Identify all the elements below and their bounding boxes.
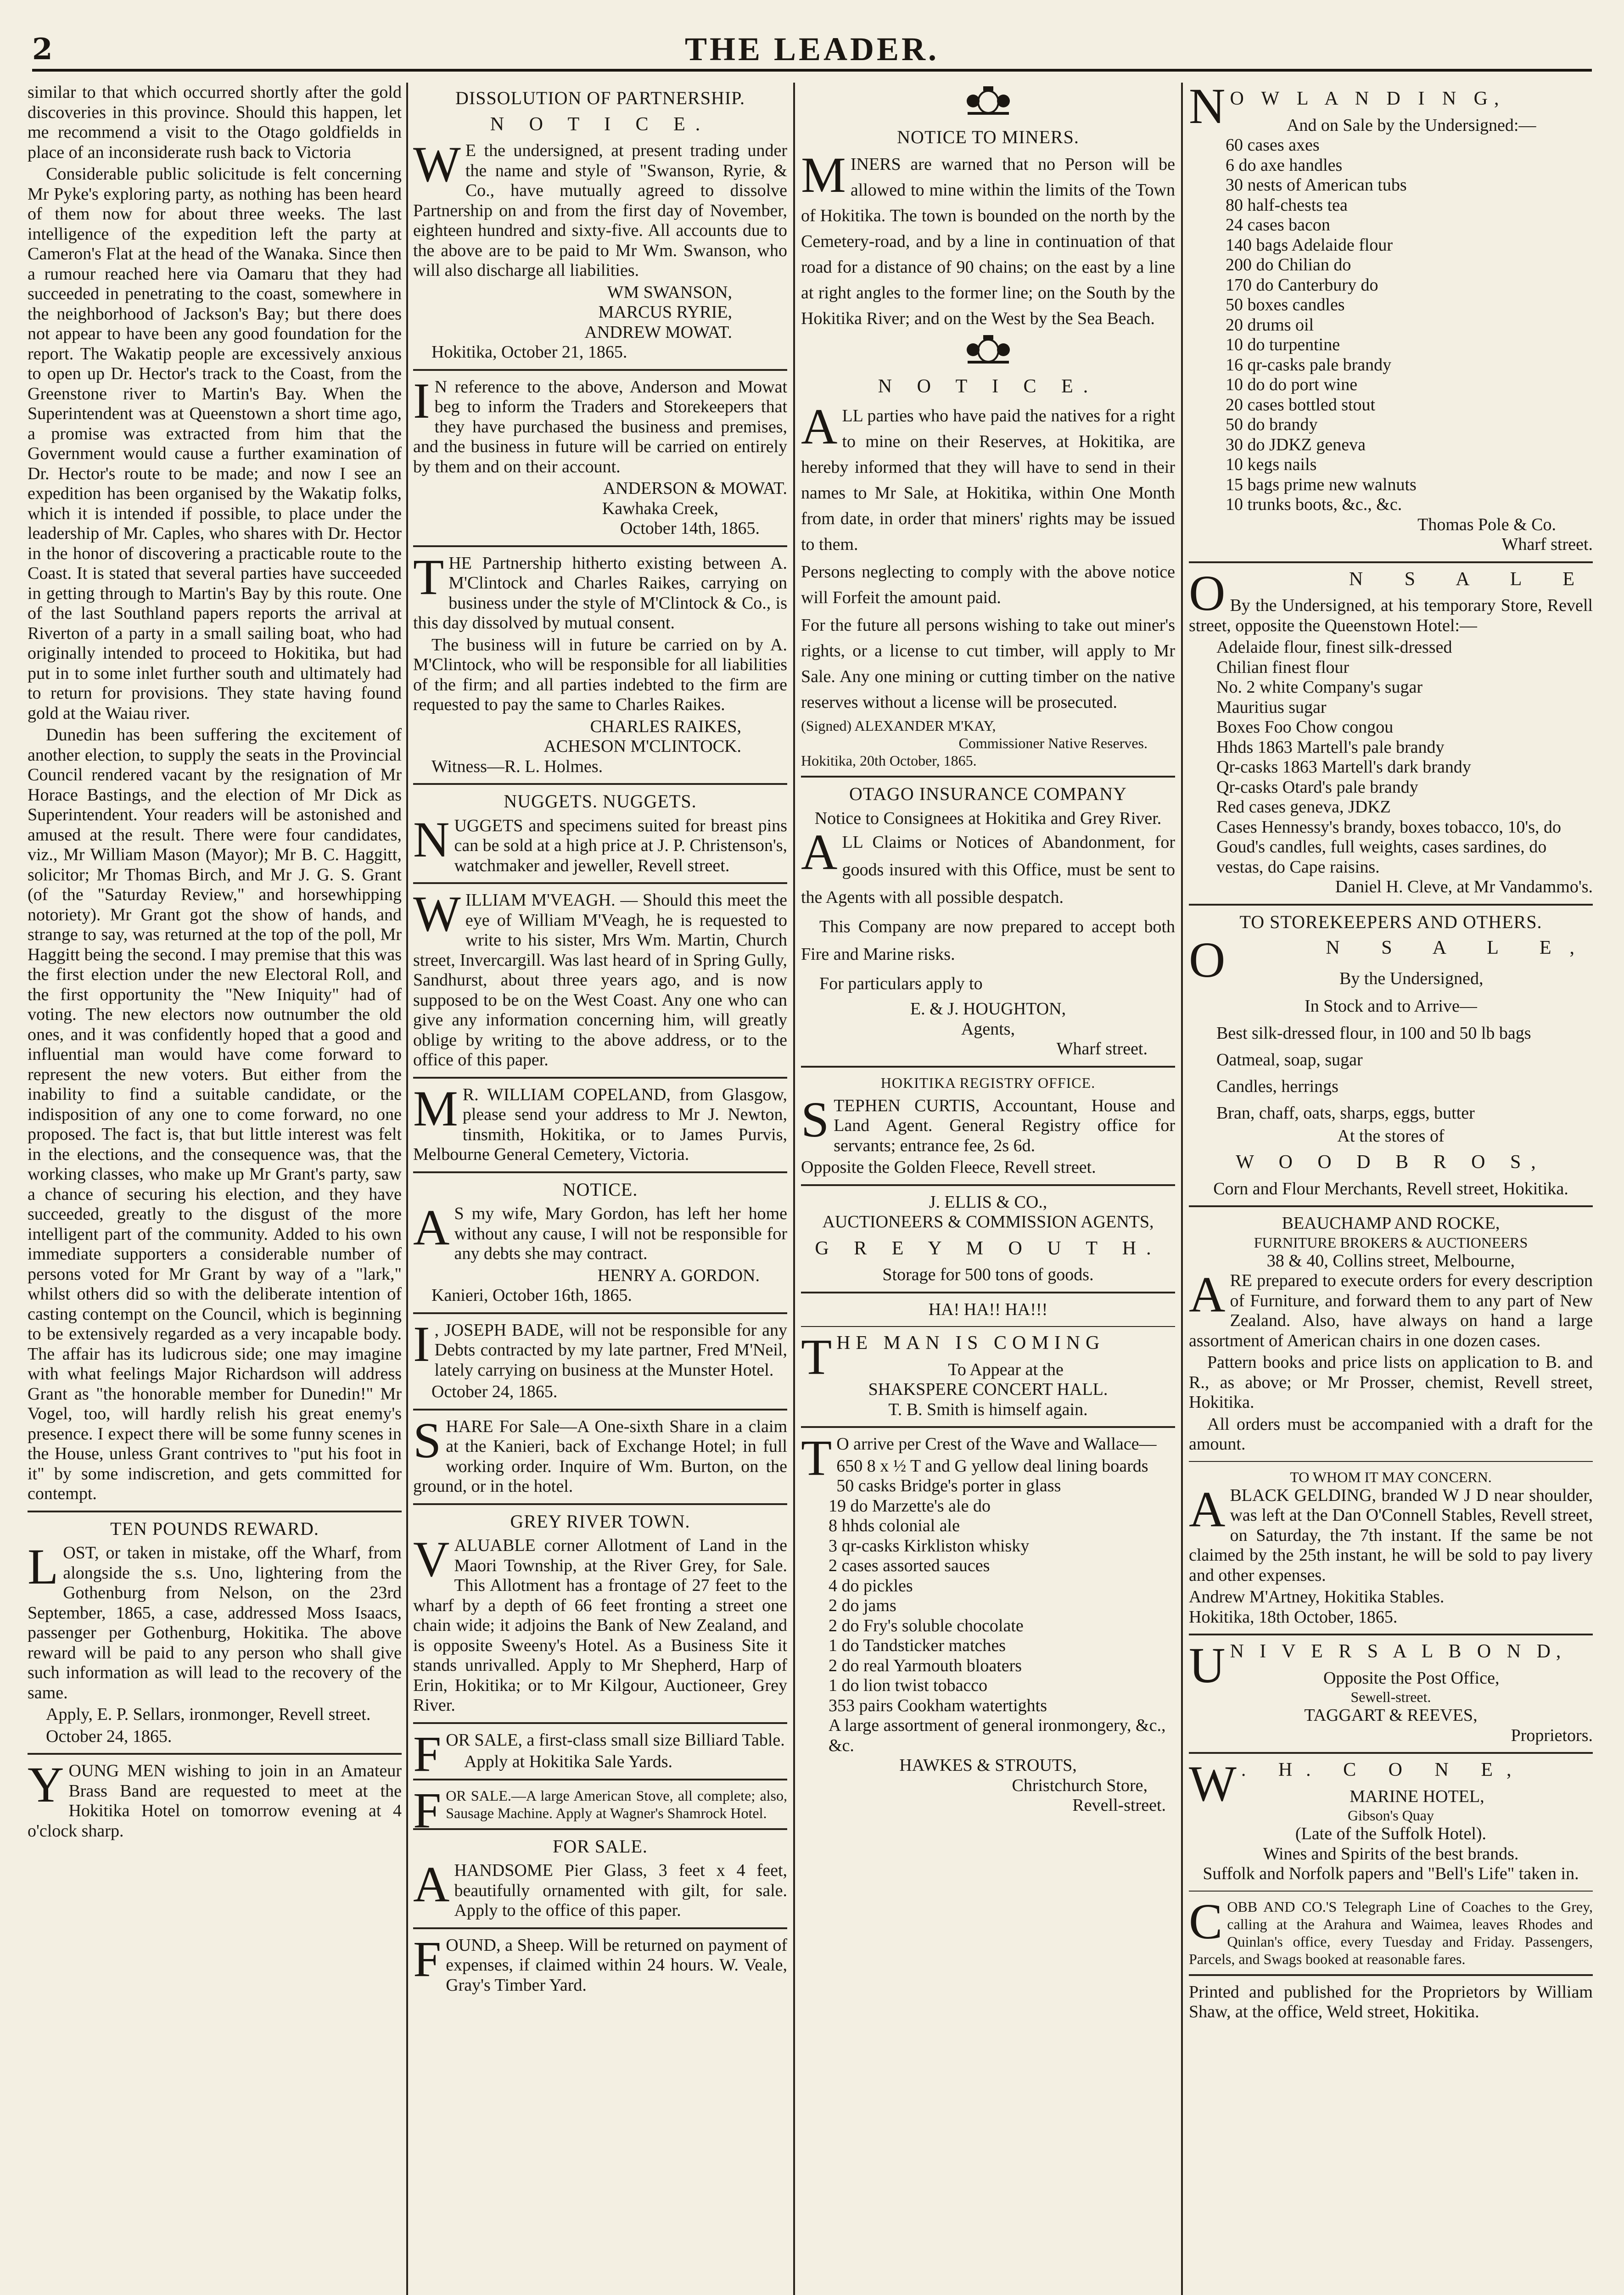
dissolution-date: Hokitika, October 21, 1865. bbox=[431, 342, 627, 362]
onsale2-list bbox=[1189, 1020, 1593, 1126]
column-4 bbox=[1189, 83, 1593, 2295]
column-rule bbox=[406, 83, 408, 2295]
reward-apply: Apply, E. P. Sellars, ironmonger, Revell street. bbox=[46, 1705, 371, 1724]
column-1 bbox=[28, 83, 402, 2295]
column-2 bbox=[413, 83, 787, 2295]
beauchamp-body-2: Pattern books and price lists on application to B. and R., as above; or Mr Prosser, chemist, Revell street, Hokitika. bbox=[1189, 1353, 1593, 1412]
universal-street: Sewell-street. bbox=[1350, 1689, 1431, 1705]
list-item: 8 hhds colonial ale bbox=[829, 1516, 960, 1535]
divider bbox=[1189, 1891, 1593, 1892]
kawhaka-place: Kawhaka Creek, bbox=[602, 498, 718, 518]
drop-cap: S bbox=[413, 1412, 442, 1468]
drop-cap: A bbox=[801, 824, 838, 880]
divider bbox=[413, 1779, 787, 1780]
list-item: 170 do Canterbury do bbox=[1226, 275, 1378, 295]
otago-heading: OTAGO INSURANCE COMPANY bbox=[849, 784, 1127, 804]
otago-apply: For particulars apply to bbox=[819, 974, 983, 993]
article-paragraph: Considerable public solicitude is felt concerning Mr Pyke's exploring party, as nothing has been heard of them now for about three weeks. The last intelligence of the expedition left the party at Cameron's Flat at the head of the Wanaka. Since then a rumour reached here via Oamaru that they had succeeded in penetrating to the coast, somewhere in the neighborhood of Jackson's Bay; but there does not appear to have been any good foundation for the report. The Wakatip people are excessively anxious to open up Dr. Hector's track to the Coast, from the Greenstone river to Martin's Bay. When the Superintendent was at Queenstown a short time ago, a promise was extracted from him that the Government would cause a further examination of Dr. Hector's route to be made; and now I see an expedition has been organised by the Wakatip folks, which it is intended if possible, to place under the leadership of Mr. Caples, who shares with Dr. Hector in the honor of discovering a practicable route to the Coast. It is stated that several parties have succeeded in getting through to Martin's Bay by this route. One of the last Southland papers reports the arrival at Riverton of a party in a small sailing boat, who had originally intended to proceed to Hokitika, but had put in to some inlet further south and ultimately had to return for provisions. They state having found gold at the Waiau river. bbox=[28, 164, 402, 723]
list-item: 2 do Fry's soluble chocolate bbox=[829, 1616, 1024, 1635]
list-item: 10 kegs nails bbox=[1226, 455, 1317, 474]
divider bbox=[413, 1312, 787, 1314]
bade-date: October 24, 1865. bbox=[431, 1382, 558, 1401]
list-item: Hhds 1863 Martell's pale brandy bbox=[1216, 737, 1445, 757]
column-rule bbox=[793, 83, 795, 2295]
column-rule bbox=[1181, 83, 1183, 2295]
list-item: Red cases geneva, JDKZ bbox=[1216, 797, 1391, 817]
landing-list bbox=[1189, 135, 1593, 515]
drop-cap: F bbox=[413, 1782, 442, 1838]
list-item: 20 cases bottled stout bbox=[1226, 395, 1376, 414]
beauchamp-body: RE prepared to execute orders for every description of Furniture, and forward them to any part of New Zealand. Also, have always on hand a large assortment of American chairs in one dozen cases. bbox=[1189, 1271, 1593, 1350]
hawkes-street: Revell-street. bbox=[1072, 1796, 1166, 1815]
hawkes: HAWKES & STROUTS, bbox=[899, 1756, 1077, 1775]
gelding-body: BLACK GELDING, branded W J D near shoulder, was left at the Dan O'Connell Stables, Revell street, on Saturday, the 7th instant. If the same be not claimed by the 25th instant, he will be sold to pay livery and other expenses. bbox=[1189, 1485, 1593, 1585]
list-item: 10 trunks boots, &c., &c. bbox=[1226, 495, 1402, 514]
divider bbox=[413, 1171, 787, 1173]
drop-cap: Y bbox=[28, 1757, 64, 1813]
page-number: 2 bbox=[32, 32, 53, 67]
drop-cap: L bbox=[28, 1539, 59, 1595]
suffolk-hotel: (Late of the Suffolk Hotel). bbox=[1295, 1824, 1487, 1843]
otago-sub: Notice to Consignees at Hokitika and Grey River. bbox=[814, 808, 1162, 828]
miners-body: INERS are warned that no Person will be allowed to mine within the limits of the Town of Hokitika. The town is bounded on the north by the Cemetery-road, and by a line in continuation of that road for a distance of 90 chains; on the east by a line at right angles to the former line; on the South by the Hokitika River; and on the West by the Sea Beach. bbox=[801, 155, 1175, 328]
arrive-list bbox=[801, 1456, 1175, 1756]
drop-cap: A bbox=[413, 1199, 450, 1255]
list-item: 50 do brandy bbox=[1226, 415, 1318, 434]
otago-agents-2: Agents, bbox=[961, 1019, 1015, 1039]
ha-heading: HA! HA!! HA!!! bbox=[928, 1299, 1048, 1319]
ellis-storage: Storage for 500 tons of goods. bbox=[882, 1265, 1094, 1284]
list-item: 80 half-chests tea bbox=[1226, 195, 1348, 215]
drop-cap: A bbox=[1189, 1266, 1226, 1322]
wines: Wines and Spirits of the best brands. bbox=[1263, 1844, 1519, 1864]
list-item: Qr-casks Otard's pale brandy bbox=[1216, 777, 1418, 797]
divider bbox=[413, 1409, 787, 1411]
drop-cap: I bbox=[413, 372, 430, 429]
reward-advert bbox=[28, 1539, 402, 1746]
list-item: 15 bags prime new walnuts bbox=[1226, 475, 1417, 494]
drop-cap: S bbox=[801, 1091, 829, 1148]
list-item: A large assortment of general ironmongery, &c., &c. bbox=[829, 1716, 1166, 1755]
list-item: 140 bags Adelaide flour bbox=[1226, 235, 1393, 255]
list-item: Bran, chaff, oats, sharps, eggs, butter bbox=[1216, 1103, 1475, 1123]
hawkes-store: Christchurch Store, bbox=[1012, 1775, 1148, 1795]
pole-street: Wharf street. bbox=[1501, 535, 1593, 554]
signer: ACHESON M'CLINTOCK. bbox=[543, 737, 741, 756]
divider bbox=[1189, 561, 1593, 563]
billiard-body: OR SALE, a first-class small size Billiard Table. bbox=[446, 1730, 785, 1750]
natives-date: Hokitika, 20th October, 1865. bbox=[801, 752, 977, 769]
ellis-sub: AUCTIONEERS & COMMISSION AGENTS, bbox=[822, 1212, 1154, 1231]
nuggets-body: UGGETS and specimens suited for breast pins can be sold at a high price at J. P. Christenson's, watchmaker and jeweller, Revell street. bbox=[454, 816, 787, 875]
drop-cap: I bbox=[413, 1315, 430, 1372]
divider bbox=[28, 1511, 402, 1512]
wood-desc: Corn and Flour Merchants, Revell street, Hokitika. bbox=[1213, 1179, 1568, 1198]
cleve-sign: Daniel H. Cleve, at Mr Vandammo's. bbox=[1335, 877, 1593, 896]
band-body: OUNG MEN wishing to join in an Amateur Brass Band are requested to meet at the Hokitika Hotel on tomorrow evening at 4 o'clock sharp. bbox=[28, 1761, 402, 1841]
onsale2-stock: In Stock and to Arrive— bbox=[1305, 996, 1477, 1016]
natives-body: LL parties who have paid the natives for a right to mine on their Reserves, at Hokitika, are hereby informed that they will have to send in their names to Mr Sale, at Hokitika, within One Month from date, in order that miners' rights may be issued to them. bbox=[801, 406, 1175, 554]
mveagh-body: ILLIAM M'VEAGH. — Should this meet the eye of William M'Veagh, he is requested to write to his sister, Mrs Wm. Martin, Church street, Invercargill. Was last heard of in Spring Gully, Sandhurst, about three years ago, and is now supposed to be on the West Coast. Any one who can give any information concerning him, will greatly oblige by writing to the above address, or to the office of this paper. bbox=[413, 890, 787, 1069]
pole-sign: Thomas Pole & Co. bbox=[1417, 515, 1556, 534]
gelding-date: Hokitika, 18th October, 1865. bbox=[1189, 1607, 1398, 1627]
divider bbox=[1189, 904, 1593, 906]
landing-heading: O W L A N D I N G, bbox=[1230, 88, 1506, 109]
divider bbox=[413, 1927, 787, 1929]
nuggets-heading: NUGGETS. NUGGETS. bbox=[504, 791, 697, 812]
drop-cap: U bbox=[1189, 1637, 1226, 1693]
list-item: 10 do do port wine bbox=[1226, 375, 1358, 394]
dissolution-heading: DISSOLUTION OF PARTNERSHIP. bbox=[455, 88, 745, 108]
drop-cap: A bbox=[801, 398, 838, 454]
royal-crest-icon bbox=[801, 84, 1175, 122]
list-item: 1 do Tandsticker matches bbox=[829, 1636, 1006, 1655]
sheep-body: OUND, a Sheep. Will be returned on payment of expenses, if claimed within 24 hours. W. Veale, Gray's Timber Yard. bbox=[446, 1935, 787, 1995]
papers: Suffolk and Norfolk papers and "Bell's Life" taken in. bbox=[1203, 1864, 1579, 1883]
cobb-body: OBB AND CO.'S Telegraph Line of Coaches to the Grey, calling at the Arahura and Waimea, leaves Rhodes and Quinlan's office, every Tuesday and Friday. Passengers, Parcels, and Swags booked at reasonable fares. bbox=[1189, 1898, 1593, 1967]
signers bbox=[413, 283, 787, 343]
wood-bros: W O O D B R O S, bbox=[1236, 1152, 1546, 1173]
divider bbox=[1189, 1974, 1593, 1976]
list-item: 60 cases axes bbox=[1226, 135, 1320, 155]
list-item: Mauritius sugar bbox=[1216, 697, 1327, 717]
billiard-apply: Apply at Hokitika Sale Yards. bbox=[464, 1752, 673, 1771]
drop-cap: C bbox=[1189, 1893, 1223, 1949]
divider bbox=[28, 1753, 402, 1755]
landing-sub: And on Sale by the Undersigned:— bbox=[1286, 115, 1536, 135]
beauchamp-sub: FURNITURE BROKERS & AUCTIONEERS bbox=[1254, 1234, 1528, 1251]
list-item: 16 qr-casks pale brandy bbox=[1226, 355, 1392, 375]
divider bbox=[801, 776, 1175, 778]
list-item: 24 cases bacon bbox=[1226, 215, 1330, 235]
natives-role: Commissioner Native Reserves. bbox=[958, 735, 1148, 751]
newspaper-title: THE LEADER. bbox=[684, 31, 940, 67]
drop-cap: O bbox=[1189, 565, 1226, 621]
divider bbox=[413, 545, 787, 547]
divider bbox=[1189, 1205, 1593, 1207]
list-item: No. 2 white Company's sugar bbox=[1216, 677, 1423, 697]
gordon-date: Kanieri, October 16th, 1865. bbox=[431, 1286, 632, 1305]
masthead bbox=[32, 28, 1592, 72]
signer: MARCUS RYRIE, bbox=[598, 302, 732, 322]
imprint: Printed and published for the Proprietors by William Shaw, at the office, Weld street, Hokitika. bbox=[1189, 1982, 1593, 2021]
grey-heading: GREY RIVER TOWN. bbox=[510, 1511, 690, 1532]
copeland-body: R. WILLIAM COPELAND, from Glasgow, please send your address to Mr J. Newton, tinsmith, Hokitika, or to James Purvis, Melbourne General Cemetery, Victoria. bbox=[413, 1085, 787, 1164]
divider bbox=[413, 882, 787, 884]
list-item: 3 qr-casks Kirkliston whisky bbox=[829, 1536, 1030, 1556]
partnership-body: HE Partnership hitherto existing between A. M'Clintock and Charles Raikes, carrying on business under the style of M'Clintock & Co., is this day dissolved by mutual consent. bbox=[413, 553, 787, 633]
reward-date: October 24, 1865. bbox=[46, 1726, 172, 1746]
concern-heading: TO WHOM IT MAY CONCERN. bbox=[1290, 1468, 1492, 1485]
list-item: 1 do lion twist tobacco bbox=[829, 1676, 988, 1695]
article-paragraph: similar to that which occurred shortly after the gold discoveries in this province. Should this happen, let me recommend a visit to the Otago goldfields in place of an inconsiderate rush back to Victoria bbox=[28, 83, 402, 162]
registry-heading: HOKITIKA REGISTRY OFFICE. bbox=[880, 1074, 1096, 1091]
list-item: Cases Hennessy's brandy, boxes tobacco, 10's, do Goud's candles, full weights, cases sardines, do vestas, do Cape raisins. bbox=[1216, 817, 1562, 877]
drop-cap: F bbox=[413, 1725, 442, 1782]
divider bbox=[413, 783, 787, 785]
gibson-quay: Gibson's Quay bbox=[1348, 1807, 1434, 1824]
man-sub: To Appear at the bbox=[948, 1360, 1064, 1379]
list-item: 2 cases assorted sauces bbox=[829, 1556, 990, 1575]
notice-heading: N O T I C E. bbox=[490, 113, 711, 135]
onsale2-heading: N S A L E, bbox=[1326, 937, 1593, 958]
divider bbox=[1189, 1752, 1593, 1754]
list-item: Best silk-dressed flour, in 100 and 50 lb bags bbox=[1216, 1023, 1531, 1043]
cone-heading: . H. C O N E, bbox=[1241, 1759, 1525, 1780]
list-item: Boxes Foo Chow congou bbox=[1216, 717, 1394, 737]
reward-heading: TEN POUNDS REWARD. bbox=[110, 1518, 319, 1539]
royal-crest-icon bbox=[801, 333, 1175, 370]
list-item: Adelaide flour, finest silk-dressed bbox=[1216, 638, 1452, 657]
beauchamp-body-3: All orders must be accompanied with a draft for the amount. bbox=[1189, 1414, 1593, 1454]
natives-sign: (Signed) ALEXANDER M'KAY, bbox=[801, 717, 996, 734]
man-heading: HE MAN IS COMING bbox=[836, 1332, 1105, 1354]
divider bbox=[1189, 1461, 1593, 1462]
onsale2-at: At the stores of bbox=[1337, 1126, 1445, 1146]
natives-body-2: Persons neglecting to comply with the above notice will Forfeit the amount paid. bbox=[801, 562, 1175, 607]
gordon-body: S my wife, Mary Gordon, has left her home without any cause, I will not be responsible for any debts she may contract. bbox=[454, 1204, 787, 1263]
ellis-heading: J. ELLIS & CO., bbox=[929, 1192, 1047, 1212]
drop-cap: A bbox=[1189, 1481, 1226, 1537]
ellis-town: G R E Y M O U T H. bbox=[815, 1237, 1161, 1259]
list-item: 20 drums oil bbox=[1226, 315, 1314, 335]
list-item: Candles, herrings bbox=[1216, 1076, 1338, 1096]
natives-body-3: For the future all persons wishing to take out miner's rights, or a license to cut timber, will apply to Mr Sale. Any one mining or cutting timber on the native reserves without a license will be prosecuted. bbox=[801, 616, 1175, 712]
divider bbox=[801, 1326, 1175, 1327]
universal-heading: N I V E R S A L B O N D, bbox=[1230, 1641, 1567, 1662]
divider bbox=[413, 1722, 787, 1724]
drop-cap: W bbox=[413, 136, 461, 192]
anderson-sign: ANDERSON & MOWAT. bbox=[603, 479, 787, 498]
notice-heading-2: NOTICE. bbox=[562, 1179, 638, 1200]
signer: ANDREW MOWAT. bbox=[584, 322, 732, 342]
miners-heading: NOTICE TO MINERS. bbox=[897, 126, 1079, 147]
list-item: 353 pairs Cookham watertights bbox=[829, 1696, 1047, 1715]
drop-cap: N bbox=[1189, 83, 1226, 134]
gordon-sign: HENRY A. GORDON. bbox=[597, 1265, 760, 1285]
list-item: 2 do jams bbox=[829, 1596, 896, 1615]
universal-sub: Opposite the Post Office, bbox=[1323, 1668, 1500, 1688]
drop-cap: N bbox=[413, 811, 450, 868]
divider bbox=[413, 1828, 787, 1830]
dissolution-body: E the undersigned, at present trading under the name and style of "Swanson, Ryrie, & Co., have mutually agreed to dissolve Partnership on and from the first day of November, eighteen hundred and sixty-five. All accounts due to the above are to be paid to Mr Wm. Swanson, who will also discharge all liabilities. bbox=[413, 141, 787, 280]
onsale2-sub: By the Undersigned, bbox=[1339, 968, 1484, 988]
gelding-sign: Andrew M'Artney, Hokitika Stables. bbox=[1189, 1587, 1445, 1606]
drop-cap: A bbox=[413, 1856, 450, 1912]
drop-cap: M bbox=[413, 1080, 458, 1136]
list-item: 19 do Marzette's ale do bbox=[829, 1496, 991, 1516]
registry-address: Opposite the Golden Fleece, Revell street. bbox=[801, 1158, 1096, 1177]
taggart: TAGGART & REEVES, bbox=[1304, 1706, 1478, 1725]
onsale-heading: N S A L E bbox=[1349, 568, 1593, 590]
article-paragraph: Dunedin has been suffering the excitement of another election, to supply the seats in the Provincial Council rendered vacant by the resignation of Mr Horace Bastings, and the election of Mr Dick as Superintendent. Your readers will be astonished and amused at the result. There were four candidates, viz., Mr William Mason (Mayor); Mr B. C. Haggitt, solicitor; Mr Thomas Birch, and Mr J. G. S. Grant (of the "Saturday Review," and horsewhipping notoriety). Mr Grant got the show of hands, and strange to say, was returned at the top of the poll, Mr Haggitt being the second. I may premise that this was the first election under the new Electoral Roll, and the first opportunity the "New Iniquity" had of voting. The new electors now outnumber the old ones, and it was confidently hoped that a good and influential man would have come forward to represent the new voters. But either from the inability to find a suitable candidate, or the indisposition of any one to come forward, no one proposed. The fact is, that but little interest was felt in the elections, and the consequence was, that the working classes, who make up Mr Grant's party, saw a chance of securing his election, and they have succeeded, greatly to the disgust of the more intelligent part of the community. Added to his own immediate supporters a considerable number of persons voted for Mr Grant by way of a "lark," whilst others did so with the deliberate intention of casting contempt on the Council, which is beginning to be extensively regarded as a very incapable body. The affair has its ludicrous side; one may imagine with what feelings Major Richardson will address Grant as "the honorable member for Dunedin!" Mr Vogel, too, will hardly relish his great enemy's presence. I expect there will be some funny scenes in the House, unless Grant contrives to "put his foot in it" by some indiscretion, and gets committed for contempt. bbox=[28, 725, 402, 1503]
drop-cap: M bbox=[801, 147, 846, 203]
drop-cap: O bbox=[1189, 932, 1226, 988]
drop-cap: W bbox=[413, 886, 461, 942]
column-3 bbox=[801, 83, 1175, 2295]
anderson-body: N reference to the above, Anderson and Mowat beg to inform the Traders and Storekeepers that they have purchased the business and premises, and the business in future will be carried on entirely by them and on their account. bbox=[413, 377, 787, 476]
list-item: 50 casks Bridge's porter in glass bbox=[836, 1476, 1061, 1495]
otago-body-2: This Company are now prepared to accept both Fire and Marine risks. bbox=[801, 917, 1175, 964]
notice-heading: N O T I C E. bbox=[878, 375, 1098, 397]
divider bbox=[1189, 1634, 1593, 1635]
list-item: 50 boxes candles bbox=[1226, 295, 1345, 314]
divider bbox=[413, 369, 787, 371]
marine-hotel: MARINE HOTEL, bbox=[1350, 1786, 1484, 1806]
divider bbox=[801, 1066, 1175, 1068]
reward-body: OST, or taken in mistake, off the Wharf, from alongside the s.s. Uno, lightering from the Gothenburg from Nelson, on the 23rd September, 1865, a case, addressed Moss Isaacs, passenger per Gothenburg, Hokitika. The above reward will be paid to any person who shall give such information as will lead to the recovery of the same. bbox=[28, 1543, 402, 1702]
kawhaka-date: October 14th, 1865. bbox=[620, 519, 760, 538]
otago-agents: E. & J. HOUGHTON, bbox=[910, 999, 1066, 1019]
list-item: 2 do real Yarmouth bloaters bbox=[829, 1656, 1022, 1675]
man-smith: T. B. Smith is himself again. bbox=[888, 1399, 1088, 1419]
drop-cap: F bbox=[413, 1931, 442, 1987]
list-item: 200 do Chilian do bbox=[1226, 255, 1351, 274]
beauchamp-address: 38 & 40, Collins street, Melbourne, bbox=[1266, 1251, 1515, 1271]
drop-cap: V bbox=[413, 1531, 450, 1587]
drop-cap: W bbox=[1189, 1756, 1237, 1812]
divider bbox=[801, 1184, 1175, 1186]
list-item: 10 do turpentine bbox=[1226, 335, 1340, 354]
storekeepers-heading: TO STOREKEEPERS AND OTHERS. bbox=[1239, 911, 1542, 932]
share-body: HARE For Sale—A One-sixth Share in a claim at the Kanieri, back of Exchange Hotel; in full working order. Inquire of Wm. Burton, on the ground, or in the hotel. bbox=[413, 1416, 787, 1496]
arrive-body: O arrive per Crest of the Wave and Wallace— bbox=[836, 1434, 1157, 1454]
signer: WM SWANSON, bbox=[607, 282, 732, 302]
divider bbox=[413, 1503, 787, 1505]
otago-wharf: Wharf street. bbox=[1056, 1039, 1148, 1058]
list-item: 30 nests of American tubs bbox=[1226, 175, 1407, 195]
registry-body: TEPHEN CURTIS, Accountant, House and Land Agent. General Registry office for servants; entrance fee, 2s 6d. bbox=[834, 1096, 1175, 1155]
partnership-signers bbox=[413, 717, 787, 757]
signer: CHARLES RAIKES, bbox=[590, 716, 741, 736]
drop-cap: T bbox=[801, 1430, 832, 1486]
taggart-role: Proprietors. bbox=[1511, 1725, 1593, 1745]
witness: Witness—R. L. Holmes. bbox=[431, 756, 603, 776]
onsale-sub: By the Undersigned, at his temporary Store, Revell street, opposite the Queenstown Hotel:— bbox=[1189, 596, 1593, 635]
forsale-heading: FOR SALE. bbox=[553, 1836, 648, 1857]
grey-body: ALUABLE corner Allotment of Land in the Maori Township, at the River Grey, for Sale. This Allotment has a frontage of 27 feet to the wharf by a depth of 66 feet fronting a street one chain wide; it adjoins the Bank of New Zealand, and is opposite Sweeny's Hotel. As a Business Site it stands unrivalled. Apply to Mr Shepherd, Harp of Erin, Hokitika; or to Mr Kilgour, Auctioneer, Grey River. bbox=[413, 1536, 787, 1715]
drop-cap: T bbox=[413, 549, 444, 605]
divider bbox=[413, 1077, 787, 1079]
man-hall: SHAKSPERE CONCERT HALL. bbox=[868, 1380, 1108, 1399]
stove-body: OR SALE.—A large American Stove, all complete; also, Sausage Machine. Apply at Wagner's Shamrock Hotel. bbox=[446, 1787, 787, 1821]
list-item: 30 do JDKZ geneva bbox=[1226, 435, 1366, 454]
list-item: Qr-casks 1863 Martell's dark brandy bbox=[1216, 757, 1471, 777]
divider bbox=[801, 1426, 1175, 1428]
list-item: 6 do axe handles bbox=[1226, 155, 1343, 175]
beauchamp-heading: BEAUCHAMP AND ROCKE, bbox=[1282, 1214, 1500, 1233]
list-item: Chilian finest flour bbox=[1216, 657, 1350, 677]
list-item: 4 do pickles bbox=[829, 1576, 913, 1595]
list-item: 650 8 x ½ T and G yellow deal lining boards bbox=[836, 1456, 1148, 1476]
drop-cap: T bbox=[801, 1329, 832, 1385]
divider bbox=[801, 1292, 1175, 1293]
list-item: Oatmeal, soap, sugar bbox=[1216, 1050, 1363, 1069]
onsale-list bbox=[1189, 638, 1593, 877]
bade-body: , JOSEPH BADE, will not be responsible for any Debts contracted by my late partner, Fred M'Neil, lately carrying on business at the Munster Hotel. bbox=[434, 1320, 787, 1380]
partnership-body-2: The business will in future be carried on by A. M'Clintock, who will be responsible for all liabilities of the firm; and all parties indebted to the firm are requested to pay the same to Charles Raikes. bbox=[413, 635, 787, 714]
otago-body: LL Claims or Notices of Abandonment, for goods insured with this Office, must be sent to the Agents with all possible despatch. bbox=[801, 833, 1175, 907]
glass-body: HANDSOME Pier Glass, 3 feet x 4 feet, beautifully ornamented with gilt, for sale. Apply to the office of this paper. bbox=[454, 1861, 787, 1920]
band-advert bbox=[28, 1757, 402, 1841]
